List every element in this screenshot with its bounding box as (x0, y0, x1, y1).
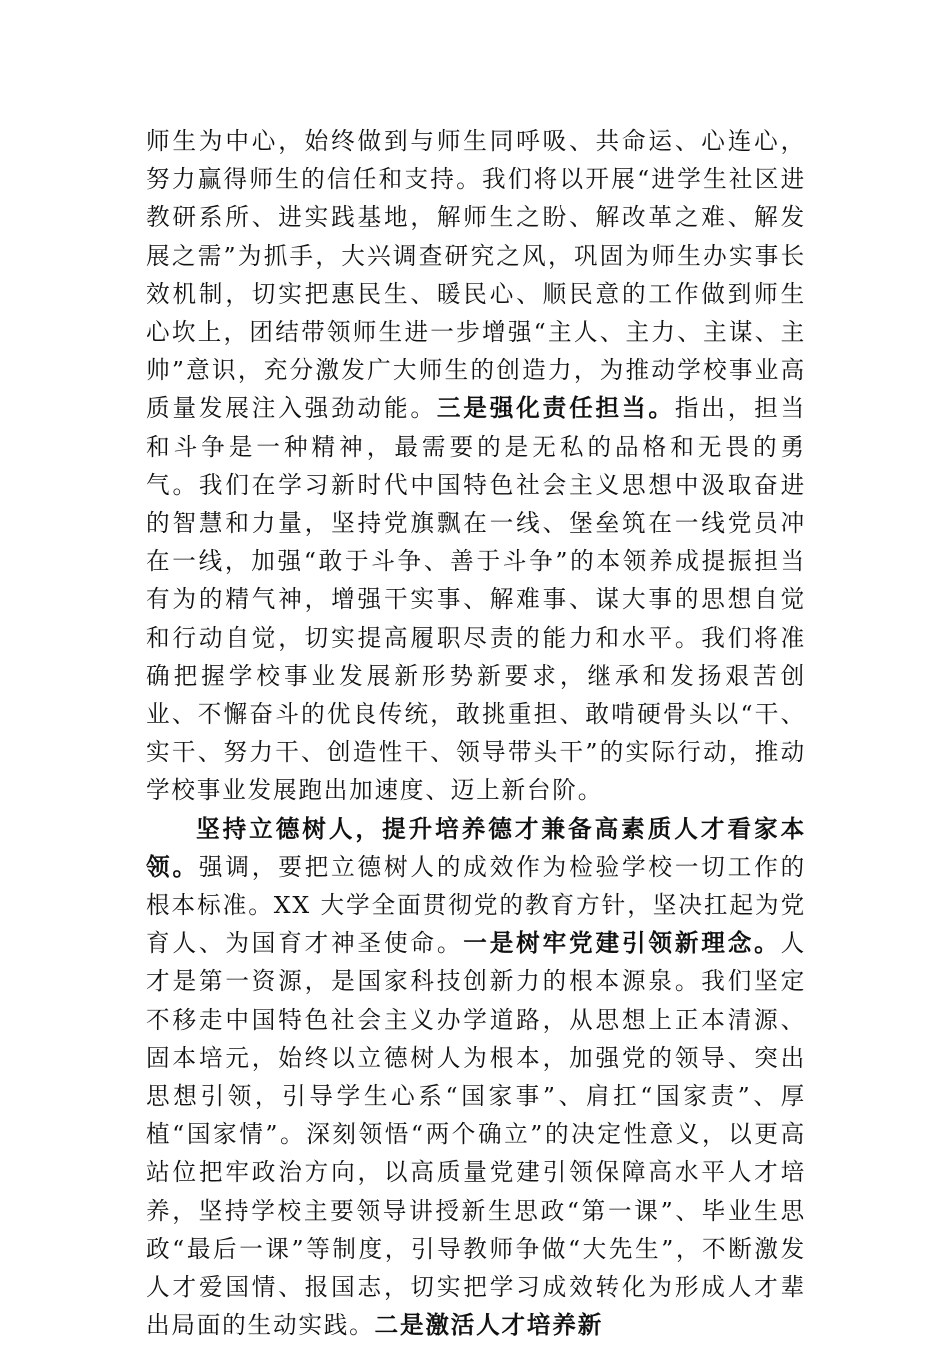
text-segment: 人才是第一资源，是国家科技创新力的根本源泉。我们坚定不移走中国特色社会主义办学道路，从思想上正本清源、固本培元，始终以立德树人为根本，加强党的领导、突出思想引领，引导学生心系“国家事”、肩扛“国家责”、厚植“国家情”。深刻领悟“两个确立”的决定性意义，以更高站位把牢政治方向，以高质量党建引领保障高水平人才培养，坚持学校主要领导讲授新生思政“第一课”、毕业生思政“最后一课”等制度，引导教师争做“大先生”，不断激发人才爱国情、报国志，切实把学习成效转化为形成人才辈出局面的生动实践。 (146, 929, 806, 1340)
bold-heading-segment: 三是强化责任担当。 (436, 394, 675, 423)
paragraph-2 (146, 810, 806, 1345)
bold-heading-segment: 二是激活人才培养新 (374, 1311, 604, 1340)
bold-heading-segment: 一是树牢党建引领新理念。 (463, 929, 781, 958)
text-segment: 指出，担当和斗争是一种精神，最需要的是无私的品格和无畏的勇气。我们在学习新时代中国特色社会主义思想中汲取奋进的智慧和力量，坚持党旗飘在一线、堡垒筑在一线党员冲在一线，加强“敢于斗争、善于斗争”的本领养成提振担当有为的精气神，增强干实事、解难事、谋大事的思想自觉和行动自觉，切实提高履职尽责的能力和水平。我们将准确把握学校事业发展新形势新要求，继承和发扬艰苦创业、不懈奋斗的优良传统，敢挑重担、敢啃硬骨头以“干、实干、努力干、创造性干、领导带头干”的实际行动，推动学校事业发展跑出加速度、迈上新台阶。 (146, 394, 807, 805)
text-segment: 师生为中心，始终做到与师生同呼吸、共命运、心连心，努力赢得师生的信任和支持。我们将以开展“进学生社区进教研系所、进实践基地，解师生之盼、解改革之难、解发展之需”为抓手，大兴调查研究之风，巩固为师生办实事长效机制，切实把惠民生、暖民心、顺民意的工作做到师生心坎上，团结带领师生进一步增强“主人、主力、主谋、主帅”意识，充分激发广大师生的创造力，为推动学校事业高质量发展注入强劲动能。 (146, 127, 806, 423)
paragraph-1 (146, 122, 806, 810)
document-page (146, 122, 806, 1345)
text-segment: 强调，要把立德树人的成效作为检验学校一切工作的根本标准。XX 大学全面贯彻党的教育方针，坚决扛起为党育人、为国育才神圣使命。 (146, 852, 806, 958)
bold-heading-segment: 坚持立德树人，提升培养德才兼备高素质人才看家本领。 (146, 814, 806, 881)
